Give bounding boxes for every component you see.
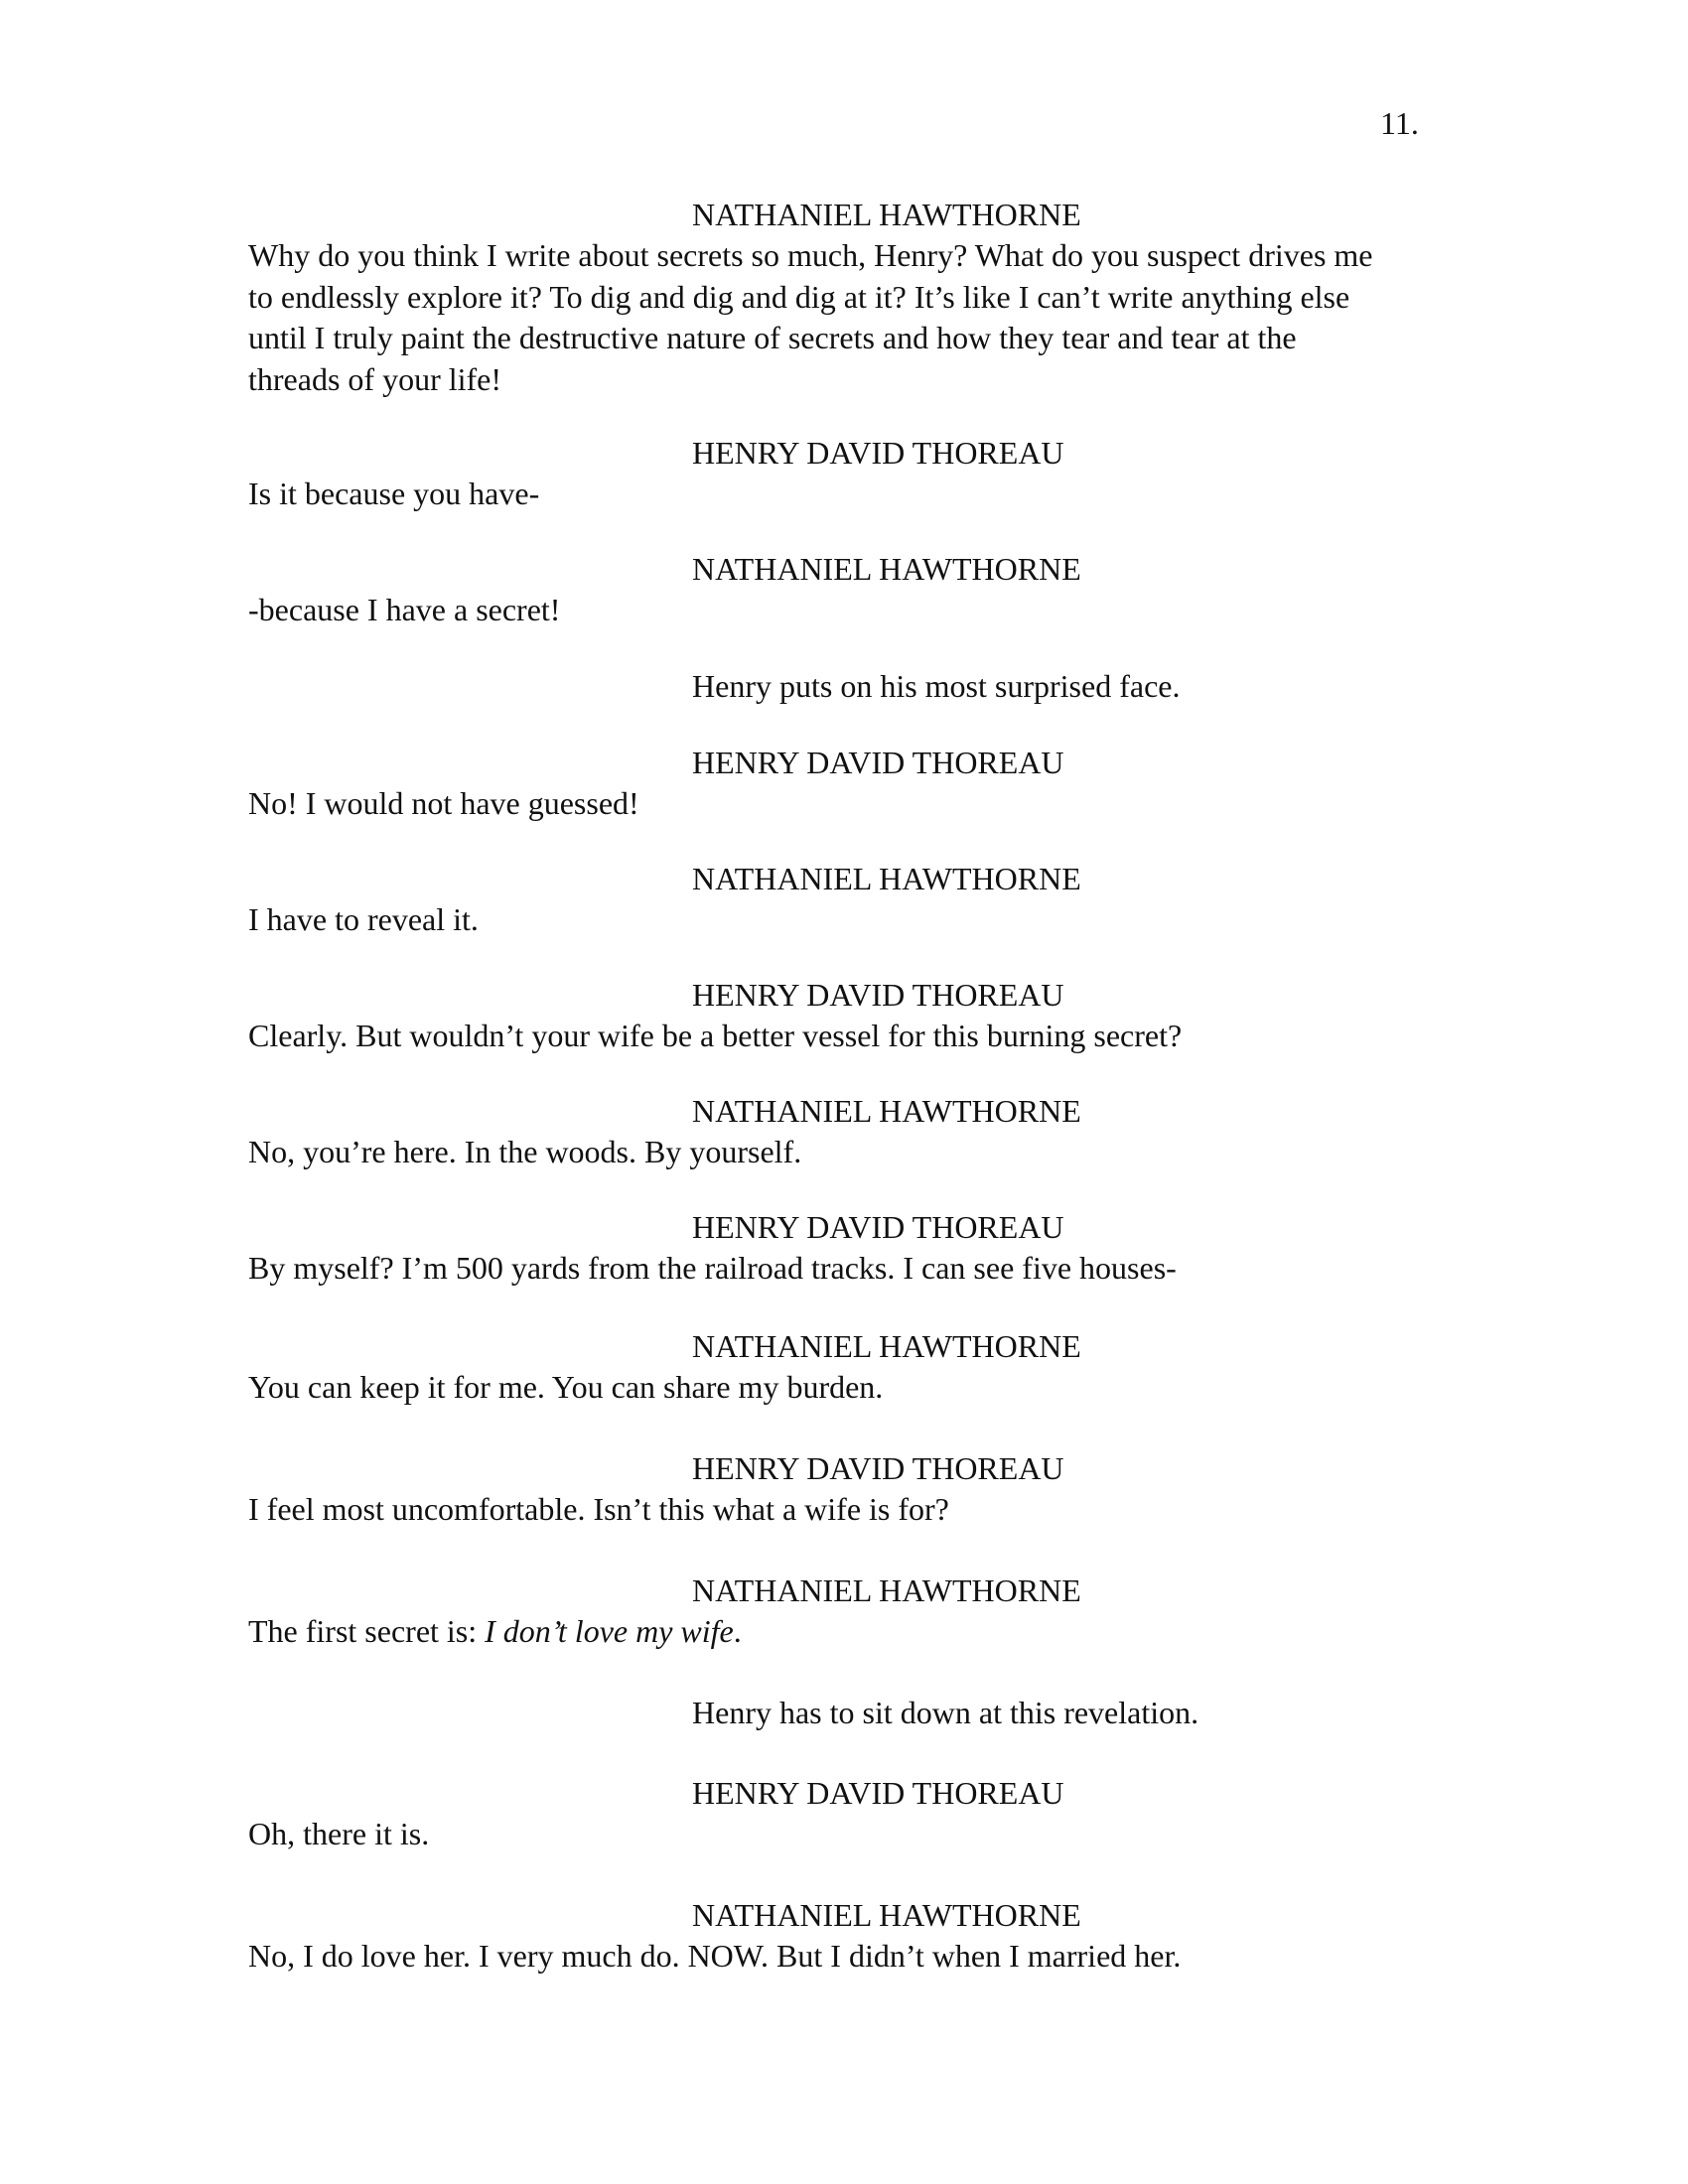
character-cue: NATHANIEL HAWTHORNE <box>692 1093 1081 1129</box>
action-line: Henry has to sit down at this revelation. <box>692 1695 1199 1730</box>
dialogue-line: Why do you think I write about secrets so much, Henry? What do you suspect drives me <box>248 237 1373 273</box>
character-cue: HENRY DAVID THOREAU <box>692 1775 1064 1811</box>
dialogue-line: Oh, there it is. <box>248 1816 430 1851</box>
dialogue-text: . <box>733 1613 742 1649</box>
character-cue: NATHANIEL HAWTHORNE <box>692 197 1081 232</box>
dialogue-line: You can keep it for me. You can share my burden. <box>248 1369 884 1405</box>
character-cue: NATHANIEL HAWTHORNE <box>692 1897 1081 1933</box>
dialogue-italic-text: I don’t love my wife <box>485 1613 734 1649</box>
dialogue-line: until I truly paint the destructive nature of secrets and how they tear and tear at the <box>248 320 1297 355</box>
dialogue-text: The first secret is: <box>248 1613 486 1649</box>
character-cue: HENRY DAVID THOREAU <box>692 977 1064 1013</box>
dialogue-block <box>248 235 1440 400</box>
dialogue-line: No! I would not have guessed! <box>248 785 639 821</box>
page-number: 11. <box>1380 105 1419 141</box>
dialogue-line: Clearly. But wouldn’t your wife be a better vessel for this burning secret? <box>248 1018 1183 1053</box>
dialogue-line: By myself? I’m 500 yards from the railroad tracks. I can see five houses- <box>248 1250 1177 1286</box>
dialogue-line: No, I do love her. I very much do. NOW. But I didn’t when I married her. <box>248 1938 1182 1974</box>
character-cue: HENRY DAVID THOREAU <box>692 745 1064 780</box>
dialogue-line: -because I have a secret! <box>248 592 561 627</box>
action-line: Henry puts on his most surprised face. <box>692 668 1181 704</box>
dialogue-line: Is it because you have- <box>248 476 540 511</box>
dialogue-line: No, you’re here. In the woods. By yourself. <box>248 1134 802 1169</box>
character-cue: NATHANIEL HAWTHORNE <box>692 1572 1081 1608</box>
character-cue: HENRY DAVID THOREAU <box>692 1209 1064 1245</box>
character-cue: HENRY DAVID THOREAU <box>692 435 1064 471</box>
dialogue-line: I have to reveal it. <box>248 901 479 937</box>
character-cue: NATHANIEL HAWTHORNE <box>692 551 1081 587</box>
dialogue-line: to endlessly explore it? To dig and dig and dig at it? It’s like I can’t write anything else <box>248 278 1350 315</box>
character-cue: HENRY DAVID THOREAU <box>692 1450 1064 1486</box>
character-cue: NATHANIEL HAWTHORNE <box>692 1328 1081 1364</box>
dialogue-line <box>248 1611 1440 1653</box>
character-cue: NATHANIEL HAWTHORNE <box>692 861 1081 896</box>
dialogue-line: threads of your life! <box>248 360 502 397</box>
dialogue-line: I feel most uncomfortable. Isn’t this what a wife is for? <box>248 1491 949 1527</box>
